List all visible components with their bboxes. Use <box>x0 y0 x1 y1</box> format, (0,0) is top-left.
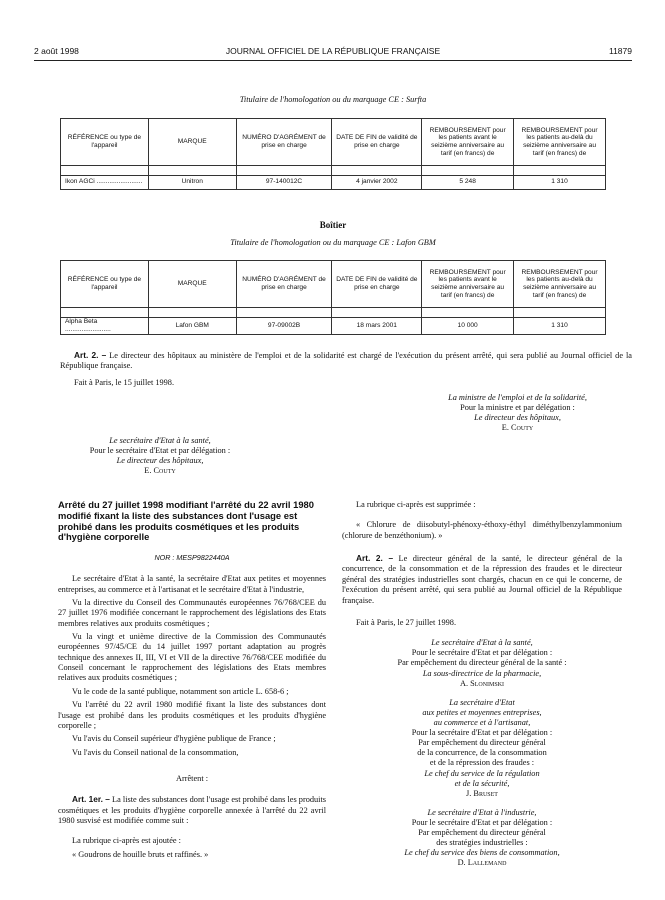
table-row <box>61 176 606 190</box>
decree-article-2: Art. 2. – Le directeur général de la santé, le directeur général de la concurrence, de la consommation et de la répression des fraudes et le directeur général des stratégies industrielles sont chargés, chacun en ce qui le concerne, de l'exécution du présent arrêté, qui sera publié au Journal officiel de la République française. <box>342 553 622 605</box>
col-remb-apres: REMBOURSEMENT pour les patients au-delà du seizième anniversaire au tarif (en francs) de <box>514 261 606 308</box>
decree-signature-sante: Le secrétaire d'Etat à la santé, Pour le secrétaire d'Etat et par délégation : Par empêchement du directeur général de la santé : La sous-directrice de la pharmacie, A. Slonimski <box>397 638 567 688</box>
col-date-fin: DATE DE FIN de validité de prise en charge <box>332 119 422 166</box>
cell-date-fin: 4 janvier 2002 <box>332 176 422 190</box>
col-marque: MARQUE <box>148 119 236 166</box>
cell-marque: Unitron <box>148 176 236 190</box>
visa-4: Vu l'arrêté du 22 avril 1980 modifié fixant la liste des substances dont l'usage est prohibé dans les produits cosmétiques et les produits d'hygiène corporelle ; <box>58 700 326 730</box>
top-done-at: Fait à Paris, le 15 juillet 1998. <box>74 378 175 387</box>
col-remb-avant: REMBOURSEMENT pour les patients avant le seizième anniversaire au tarif (en francs) de <box>422 119 514 166</box>
decree-right-column <box>342 500 622 869</box>
table1-header-row <box>61 119 606 166</box>
header-date: 2 août 1998 <box>34 46 79 56</box>
top-signature-left: Le secrétaire d'Etat à la santé, Pour le secrétaire d'Etat et par délégation : Le directeur des hôpitaux, E. Couty <box>89 436 231 476</box>
table2 <box>60 260 606 335</box>
decree-arretent: Arrêtent : <box>175 774 209 783</box>
decree-nor: NOR : MESP9822440A <box>154 553 230 563</box>
top-signature-right: La ministre de l'emploi et de la solidarité, Pour la ministre et par délégation : Le directeur des hôpitaux, E. Couty <box>448 393 587 433</box>
col-ref: RÉFÉRENCE ou type de l'appareil <box>61 119 149 166</box>
cell-remb-avant: 10 000 <box>422 318 514 335</box>
cell-date-fin: 18 mars 2001 <box>332 318 422 335</box>
decree-signature-commerce: La secrétaire d'Etat aux petites et moyennes entreprises, au commerce et à l'artisanat, Pour la secrétaire d'Etat et par délégation : Par empêchement du directeur général de la concurrence, de la consommation et de la répression des fraudes : Le chef du service de la régulation et de la sécurité, J. Bruset <box>411 697 553 798</box>
decree-title: Arrêté du 27 juillet 1998 modifiant l'arrêté du 22 avril 1980 modifié fixant la liste des substances dont l'usage est prohibé dans les produits cosmétiques et les produits d'hygiène corporelle <box>58 499 314 543</box>
cell-ref: Ikon AGCi ......................... <box>61 176 149 190</box>
header-page-number: 11879 <box>608 46 632 56</box>
cell-marque: Lafon GBM <box>148 318 236 335</box>
decree-article-1: Art. 1er. – La liste des substances dont l'usage est prohibé dans les produits cosmétiques et les produits d'hygiène corporelle annexée à l'arrêté du 22 avril 1980 susvisé est modifiée comme suit : <box>58 794 326 826</box>
header-rule <box>34 60 632 61</box>
added-rubric-item: « Goudrons de houille bruts et raffinés. » <box>72 849 209 859</box>
page-header <box>34 46 632 58</box>
cell-remb-apres: 1 310 <box>514 318 606 335</box>
table2-header-row <box>61 261 606 308</box>
table2-caption: Titulaire de l'homologation ou du marquage CE : Lafon GBM <box>230 238 436 247</box>
cell-remb-avant: 5 248 <box>422 176 514 190</box>
table1-caption: Titulaire de l'homologation ou du marquage CE : Surfta <box>239 95 427 104</box>
section-title-boitier: Boîtier <box>319 220 347 230</box>
table1-gap-row <box>61 166 606 176</box>
decree-left-column <box>58 500 326 860</box>
col-remb-avant: REMBOURSEMENT pour les patients avant le seizième anniversaire au tarif (en francs) de <box>422 261 514 308</box>
col-remb-apres: REMBOURSEMENT pour les patients au-delà du seizième anniversaire au tarif (en francs) de <box>514 119 606 166</box>
table-row <box>61 318 606 335</box>
visa-3: Vu le code de la santé publique, notamment son article L. 658-6 ; <box>72 686 289 696</box>
removed-rubric-intro: La rubrique ci-après est supprimée : <box>356 500 476 509</box>
cell-agrement: 97-140012C <box>236 176 332 190</box>
decree-intro: Le secrétaire d'Etat à la santé, la secrétaire d'Etat aux petites et moyennes entreprises, au commerce et à l'artisanat et le secrétaire d'Etat à l'industrie, <box>58 574 326 594</box>
header-journal: JOURNAL OFFICIEL DE LA RÉPUBLIQUE FRANÇAISE <box>225 46 441 56</box>
col-date-fin: DATE DE FIN de validité de prise en charge <box>332 261 422 308</box>
table2-gap-row <box>61 308 606 318</box>
removed-rubric-item: « Chlorure de diisobutyl-phénoxy-éthoxy-éthyl diméthylbenzylammonium (chlorure de benzéthonium). » <box>342 520 622 540</box>
visa-5: Vu l'avis du Conseil supérieur d'hygiène publique de France ; <box>72 734 276 744</box>
col-agrement: NUMÉRO D'AGRÉMENT de prise en charge <box>236 261 332 308</box>
visa-1: Vu la directive du Conseil des Communautés européennes 76/768/CEE du 27 juillet 1976 modifiée concernant le rapprochement des législations des Etats membres relatives aux produits cosmétiques ; <box>58 597 326 628</box>
visa-6: Vu l'avis du Conseil national de la consommation, <box>72 747 239 757</box>
cell-remb-apres: 1 310 <box>514 176 606 190</box>
cell-agrement: 97-09002B <box>236 318 332 335</box>
added-rubric-intro: La rubrique ci-après est ajoutée : <box>72 836 181 846</box>
cell-ref: Alpha Beta ......................... <box>61 318 149 335</box>
decree-signature-industrie: Le secrétaire d'Etat à l'industrie, Pour le secrétaire d'Etat et par délégation : Par empêchement du directeur général des stratégies industrielles : Le chef du service des biens de consommation, D. Lallemand <box>404 807 560 868</box>
visa-2: Vu la vingt et unième directive de la Commission des Communautés européennes 97/45/CE du 14 juillet 1997 portant adaptation au progrès technique des annexes II, III, VI et VII de la directive 76/768/CEE modifiée du Conseil concernant le rapprochement des législations des Etats membres relatives aux produits cosmétiques ; <box>58 632 326 683</box>
top-article-2: Art. 2. – Le directeur des hôpitaux au ministère de l'emploi et de la solidarité est chargé de l'exécution du présent arrêté, qui sera publié au Journal officiel de la République française. <box>60 350 632 371</box>
decree-done-at: Fait à Paris, le 27 juillet 1998. <box>356 617 457 627</box>
table1 <box>60 118 606 190</box>
col-agrement: NUMÉRO D'AGRÉMENT de prise en charge <box>236 119 332 166</box>
col-marque: MARQUE <box>148 261 236 308</box>
col-ref: RÉFÉRENCE ou type de l'appareil <box>61 261 149 308</box>
